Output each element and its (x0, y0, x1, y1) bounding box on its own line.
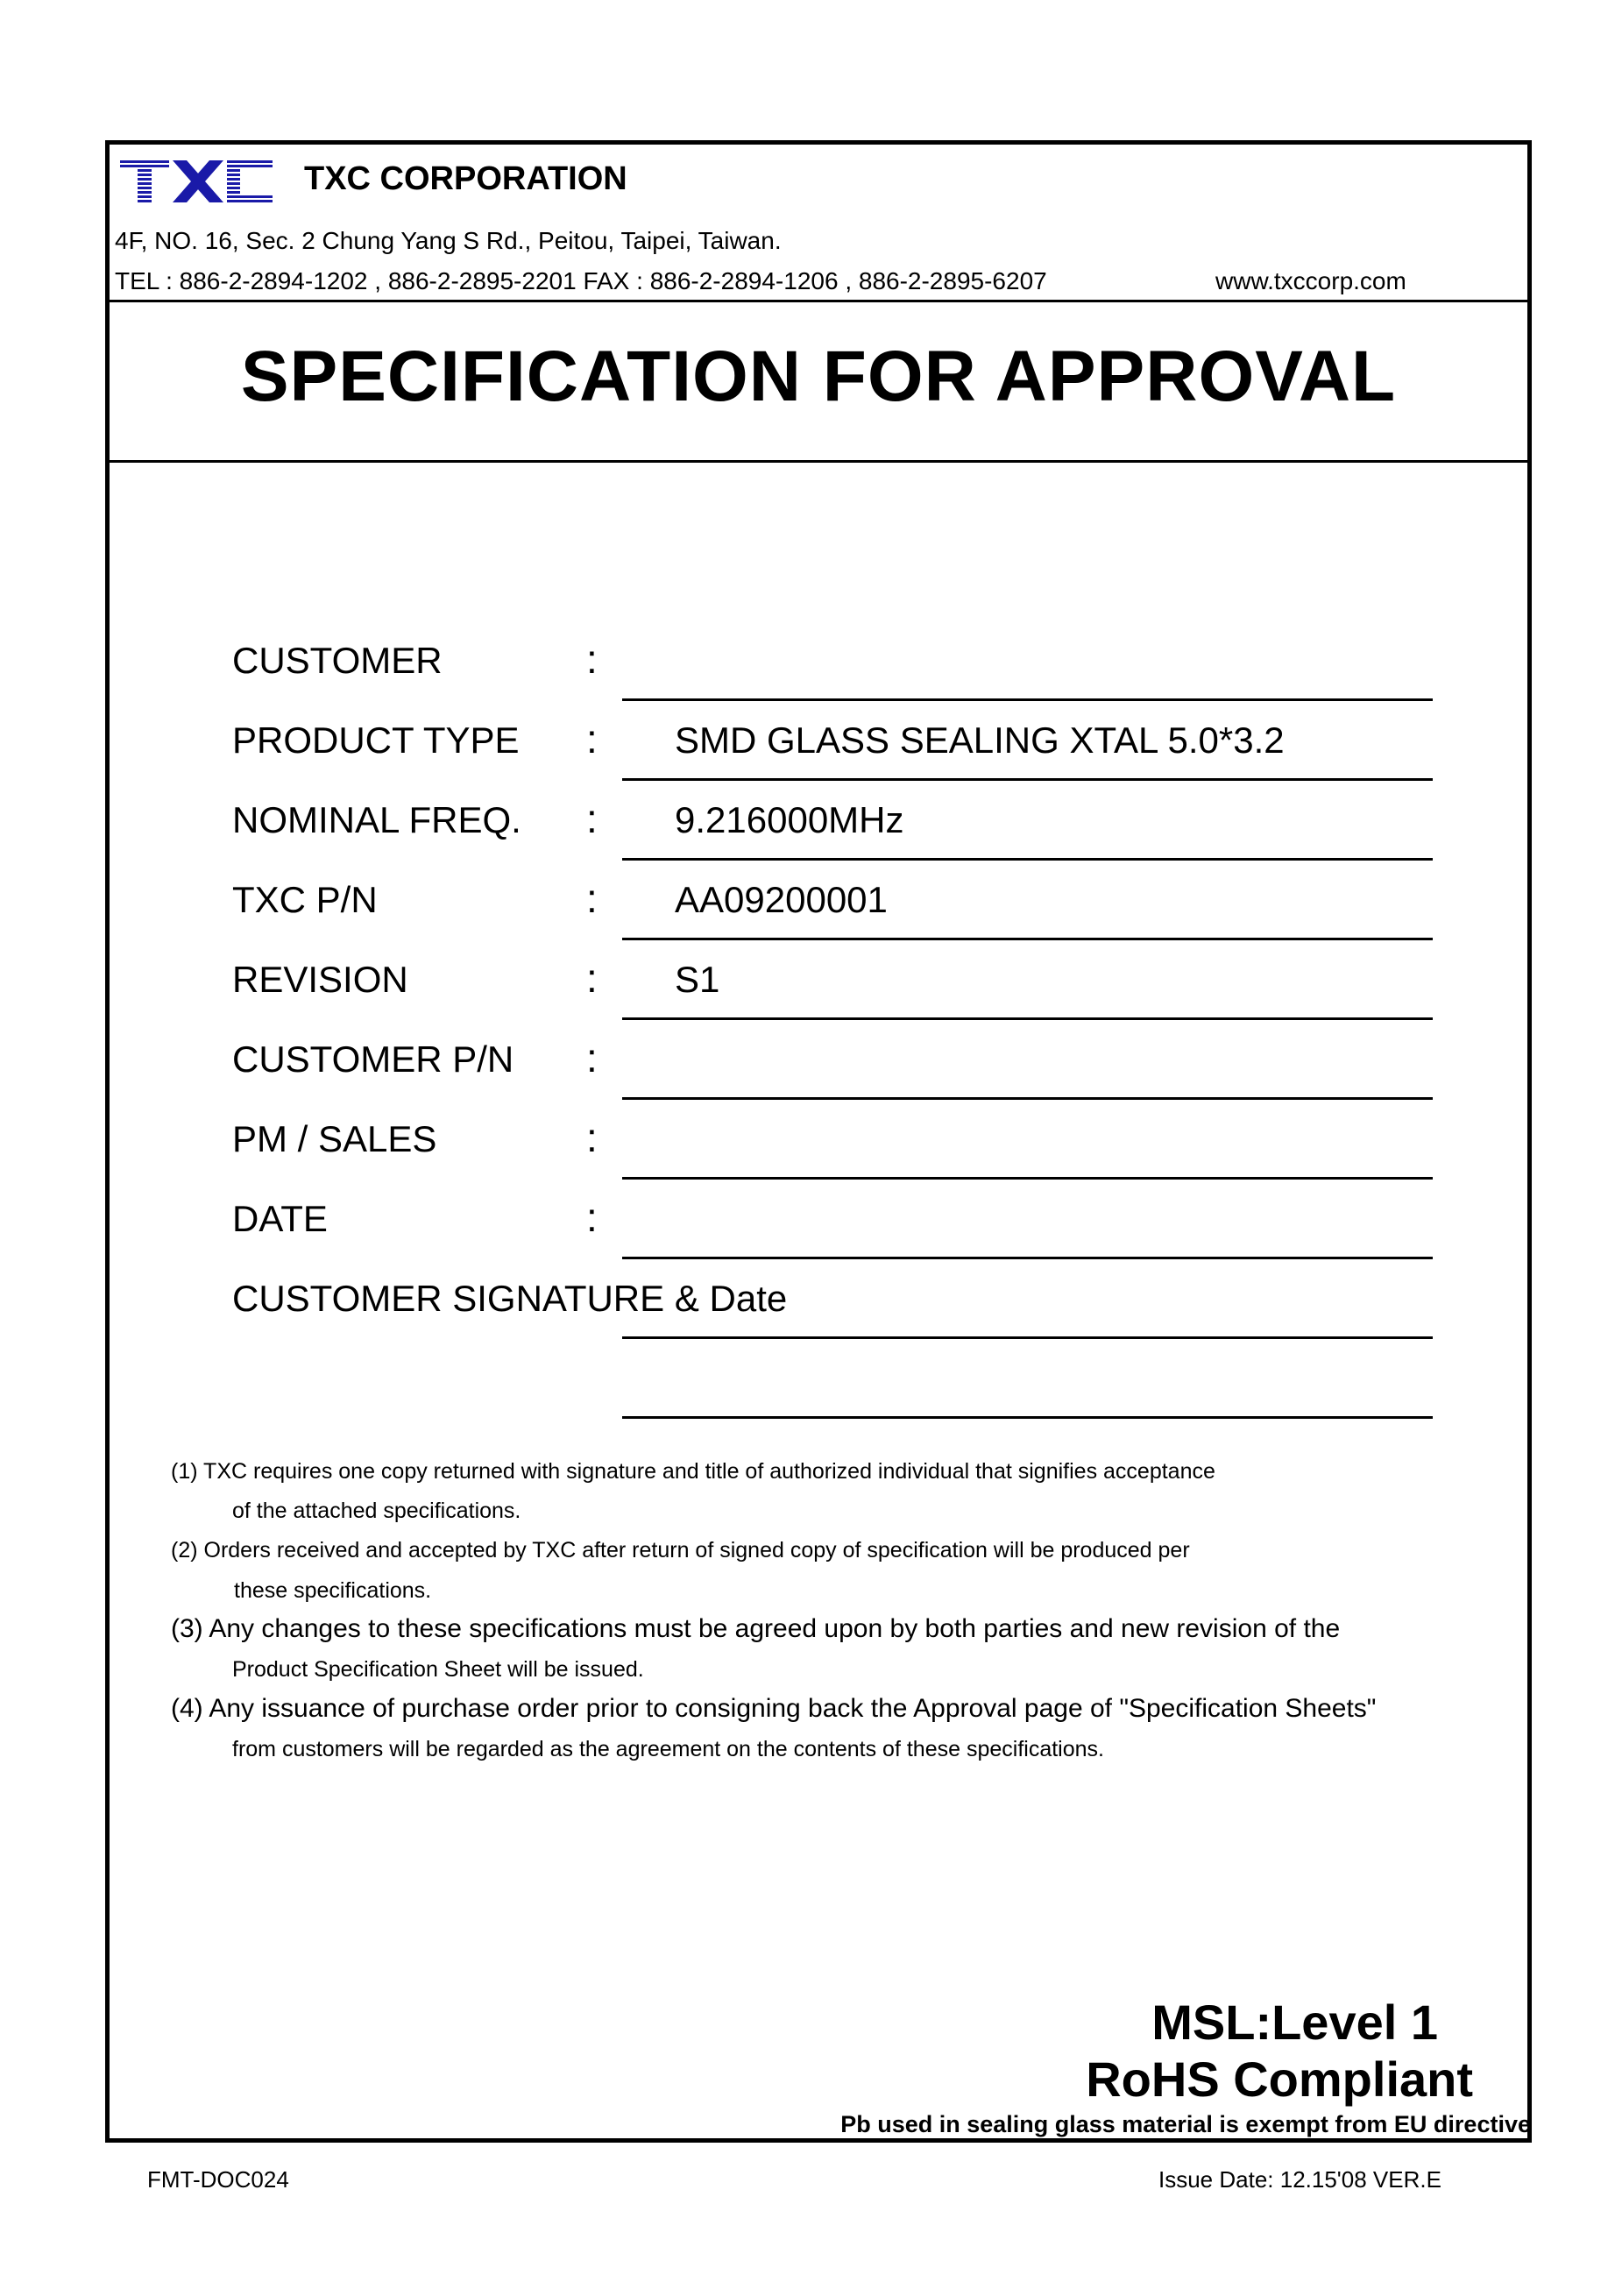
field-label-product-type: PRODUCT TYPE (232, 719, 520, 761)
msl-level: MSL:Level 1 (1151, 1995, 1438, 2050)
field-line-pm-sales (622, 1177, 1433, 1180)
field-value-product-type: SMD GLASS SEALING XTAL 5.0*3.2 (675, 719, 1285, 761)
company-website: www.txccorp.com (1215, 267, 1406, 294)
field-label-revision: REVISION (232, 959, 408, 1000)
note-3-line-1: (3) Any changes to these specifications must be agreed upon by both parties and new revision of the (171, 1614, 1341, 1643)
field-label-date: DATE (232, 1198, 328, 1239)
field-line-txc-pn (622, 938, 1433, 940)
field-line-revision (622, 1017, 1433, 1020)
field-label-customer: CUSTOMER (232, 640, 443, 681)
field-colon: : (586, 796, 598, 841)
field-line-customer-pn (622, 1097, 1433, 1100)
field-line-nominal-freq (622, 858, 1433, 861)
pb-exemption-note: Pb used in sealing glass material is exempt from EU directive (840, 2111, 1531, 2137)
document-frame (105, 140, 1532, 2143)
field-value-nominal-freq: 9.216000MHz (675, 799, 904, 840)
field-label-pm-sales: PM / SALES (232, 1118, 437, 1159)
txc-logo (120, 155, 273, 212)
field-colon: : (586, 1035, 598, 1081)
field-line-customer (622, 698, 1433, 701)
note-4-line-2: from customers will be regarded as the agreement on the contents of these specifications. (232, 1737, 1104, 1761)
field-line-product-type (622, 778, 1433, 781)
note-1-line-2: of the attached specifications. (232, 1499, 521, 1523)
company-address: 4F, NO. 16, Sec. 2 Chung Yang S Rd., Peitou, Taipei, Taiwan. (115, 227, 782, 254)
field-colon: : (586, 875, 598, 921)
field-line-date (622, 1257, 1433, 1259)
field-label-customer-pn: CUSTOMER P/N (232, 1038, 514, 1080)
title-divider (110, 460, 1527, 463)
note-2-line-2: these specifications. (234, 1578, 432, 1603)
field-label-customer-signature: CUSTOMER SIGNATURE & Date (232, 1278, 788, 1319)
field-colon: : (586, 955, 598, 1001)
field-label-nominal-freq: NOMINAL FREQ. (232, 799, 521, 840)
header-divider (110, 300, 1527, 302)
field-label-txc-pn: TXC P/N (232, 879, 378, 920)
field-line-customer-signature (622, 1336, 1433, 1339)
field-colon: : (586, 1115, 598, 1160)
field-value-revision: S1 (675, 959, 720, 1000)
note-2-line-1: (2) Orders received and accepted by TXC after return of signed copy of specification will be produced per (171, 1538, 1190, 1563)
page-title: SPECIFICATION FOR APPROVAL (240, 337, 1397, 416)
field-colon: : (586, 716, 598, 762)
note-1-line-1: (1) TXC requires one copy returned with signature and title of authorized individual that signifies acceptance (171, 1459, 1215, 1484)
note-3-line-2: Product Specification Sheet will be issued. (232, 1657, 644, 1682)
field-colon: : (586, 1194, 598, 1240)
field-line-signature-extra (622, 1416, 1433, 1419)
footer-issue-date: Issue Date: 12.15'08 VER.E (1158, 2166, 1441, 2193)
field-colon: : (586, 636, 598, 682)
field-value-txc-pn: AA09200001 (675, 879, 888, 920)
company-contact: TEL : 886-2-2894-1202 , 886-2-2895-2201 FAX : 886-2-2894-1206 , 886-2-2895-6207 (115, 267, 1047, 294)
footer-doc-id: FMT-DOC024 (147, 2166, 289, 2193)
note-4-line-1: (4) Any issuance of purchase order prior to consigning back the Approval page of "Specification Sheets" (171, 1694, 1377, 1723)
company-name: TXC CORPORATION (304, 160, 627, 197)
rohs-compliant: RoHS Compliant (1086, 2052, 1473, 2107)
